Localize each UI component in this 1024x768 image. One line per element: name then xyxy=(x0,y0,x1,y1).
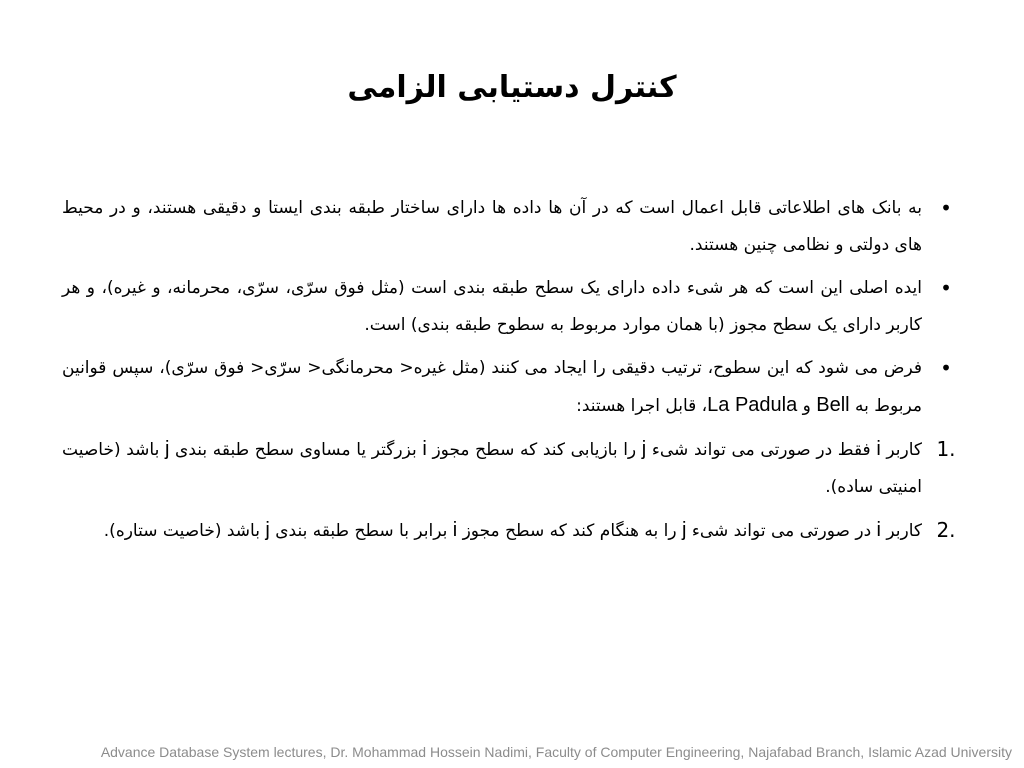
bullet-text xyxy=(62,358,922,416)
text-part: را بازیابی کند که سطح مجوز xyxy=(426,440,642,460)
variable-j: j xyxy=(641,438,647,460)
text-part: کاربر xyxy=(880,440,923,460)
numbered-text xyxy=(62,440,922,497)
variable-j: j xyxy=(681,519,687,541)
bullet-item xyxy=(62,190,962,264)
slide-title: کنترل دستیابی الزامی xyxy=(347,70,677,105)
bullet-item xyxy=(62,350,962,425)
text-part: در صورتی می تواند شیء xyxy=(686,521,877,541)
variable-i: i xyxy=(876,438,881,460)
text-part: باشد (خاصیت امنیتی ساده). xyxy=(62,440,922,497)
bullet-text: به بانک های اطلاعاتی قابل اعمال است که در آن ها داده ها دارای ساختار طبقه بندی ایستا و دقیقی هستند، و در محیط های دولتی و نظامی چنین هستند. xyxy=(62,198,922,255)
bullet-marker: • xyxy=(940,356,952,380)
bullet-text-part: ، قابل اجرا هستند: xyxy=(576,396,708,416)
text-part: فقط در صورتی می تواند شیء xyxy=(646,440,877,460)
number-marker: 2. xyxy=(936,518,956,542)
slide-content xyxy=(62,190,962,556)
text-part: باشد (خاصیت ستاره). xyxy=(103,521,266,541)
number-marker: 1. xyxy=(936,437,956,461)
bullet-marker: • xyxy=(940,196,952,220)
bullet-text: ایده اصلی این است که هر شیء داده دارای یک سطح طبقه بندی است (مثل فوق سرّی، سرّی، محرمانه، و غیره)، و هر کاربر دارای یک سطح مجوز (با همان موارد مربوط به سطوح طبقه بندی) است. xyxy=(62,278,922,335)
text-part: را به هنگام کند که سطح مجوز xyxy=(457,521,682,541)
footer-credit: Advance Database System lectures, Dr. Mohammad Hossein Nadimi, Faculty of Computer Engineering, Najafabad Branch, Islamic Azad University xyxy=(100,744,1012,760)
variable-i: i xyxy=(876,519,881,541)
text-part: بزرگتر یا مساوی سطح طبقه بندی xyxy=(169,440,423,460)
bullet-marker: • xyxy=(940,276,952,300)
numbered-item xyxy=(62,512,962,550)
bell-term: Bell xyxy=(816,394,850,416)
la-padula-term: La Padula xyxy=(707,394,798,416)
numbered-item xyxy=(62,431,962,506)
variable-i: i xyxy=(422,438,427,460)
bullet-item xyxy=(62,270,962,344)
numbered-text xyxy=(104,521,922,541)
text-part: کاربر xyxy=(881,521,922,541)
variable-j: j xyxy=(164,438,170,460)
variable-j: j xyxy=(265,519,270,541)
text-part: برابر با سطح طبقه بندی xyxy=(269,521,453,541)
variable-i: i xyxy=(452,519,458,541)
bullet-text-part: فرض می شود که این سطوح، ترتیب دقیقی را ایجاد می کنند (مثل غیره< محرمانگی< سرّی< فوق سرّی)، سپس قوانین مربوط به xyxy=(62,358,922,416)
conjunction: و xyxy=(797,396,817,416)
